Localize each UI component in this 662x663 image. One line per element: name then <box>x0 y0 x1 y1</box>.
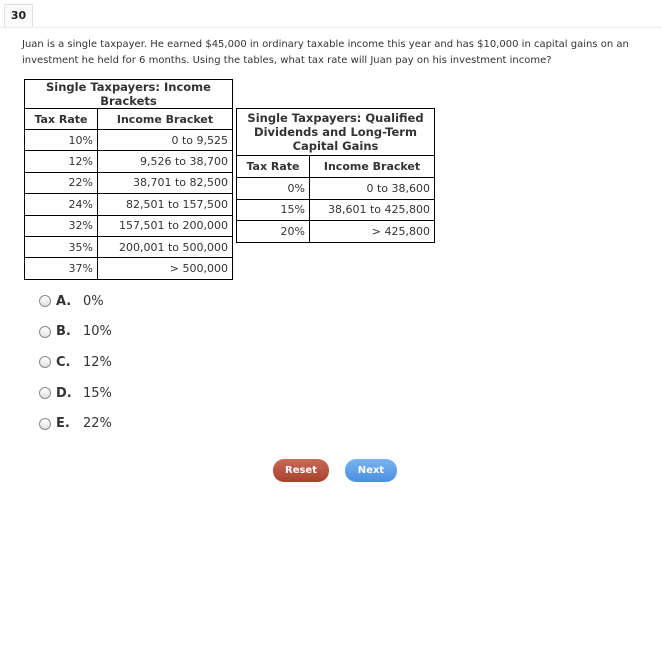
option-text: 15% <box>83 385 112 401</box>
option-a[interactable] <box>39 286 112 317</box>
table-row <box>237 221 435 243</box>
radio-button[interactable] <box>39 387 51 399</box>
income-brackets-table <box>24 79 233 280</box>
radio-button[interactable] <box>39 356 51 368</box>
income-table-caption: Single Taxpayers: Income Brackets <box>25 80 233 109</box>
next-button[interactable]: Next <box>345 459 397 482</box>
income-table-header-rate: Tax Rate <box>25 109 98 130</box>
table-row <box>25 130 233 151</box>
table-row <box>25 215 233 236</box>
bracket-cell: 82,501 to 157,500 <box>98 194 233 215</box>
rate-cell: 12% <box>25 151 98 172</box>
table-row <box>25 194 233 215</box>
option-d[interactable] <box>39 378 112 409</box>
gains-table-header-rate: Tax Rate <box>237 156 310 178</box>
bracket-cell: 157,501 to 200,000 <box>98 215 233 236</box>
income-table-header-bracket: Income Bracket <box>98 109 233 130</box>
rate-cell: 24% <box>25 194 98 215</box>
rate-cell: 20% <box>237 221 310 243</box>
answer-options <box>39 286 112 439</box>
table-row <box>237 199 435 221</box>
bracket-cell: 0 to 9,525 <box>98 130 233 151</box>
option-letter: E. <box>56 416 70 432</box>
radio-button[interactable] <box>39 418 51 430</box>
radio-button[interactable] <box>39 326 51 338</box>
bracket-cell: 38,701 to 82,500 <box>98 172 233 193</box>
bracket-cell: 200,001 to 500,000 <box>98 236 233 257</box>
rate-cell: 32% <box>25 215 98 236</box>
rate-cell: 35% <box>25 236 98 257</box>
option-e[interactable] <box>39 408 112 439</box>
option-letter: C. <box>56 354 71 370</box>
option-text: 0% <box>83 293 104 309</box>
bracket-cell: 9,526 to 38,700 <box>98 151 233 172</box>
table-row <box>25 236 233 257</box>
bracket-cell: 0 to 38,600 <box>310 178 435 200</box>
gains-table-caption: Single Taxpayers: Qualified Dividends and Long-Term Capital Gains <box>237 109 435 156</box>
table-row <box>25 258 233 279</box>
option-text: 10% <box>83 324 112 340</box>
radio-button[interactable] <box>39 295 51 307</box>
rate-cell: 22% <box>25 172 98 193</box>
rate-cell: 37% <box>25 258 98 279</box>
gains-table-header-bracket: Income Bracket <box>310 156 435 178</box>
question-number: 30 <box>4 4 33 28</box>
table-row <box>25 172 233 193</box>
rate-cell: 0% <box>237 178 310 200</box>
rate-cell: 15% <box>237 199 310 221</box>
table-row <box>25 151 233 172</box>
option-letter: D. <box>56 385 72 401</box>
option-text: 12% <box>83 354 112 370</box>
rate-cell: 10% <box>25 130 98 151</box>
reset-button[interactable]: Reset <box>273 459 329 482</box>
header-divider <box>0 27 662 28</box>
question-text: Juan is a single taxpayer. He earned $45,000 in ordinary taxable income this year and has $10,000 in capital gains on an investment he held for 6 months. Using the tables, what tax rate will Juan pay on his investment income? <box>22 39 629 66</box>
table-row <box>237 178 435 200</box>
option-b[interactable] <box>39 317 112 348</box>
bracket-cell: > 500,000 <box>98 258 233 279</box>
option-text: 22% <box>83 416 112 432</box>
capital-gains-table <box>236 108 435 243</box>
option-letter: A. <box>56 293 72 309</box>
bracket-cell: > 425,800 <box>310 221 435 243</box>
option-c[interactable] <box>39 347 112 378</box>
option-letter: B. <box>56 324 71 340</box>
bracket-cell: 38,601 to 425,800 <box>310 199 435 221</box>
